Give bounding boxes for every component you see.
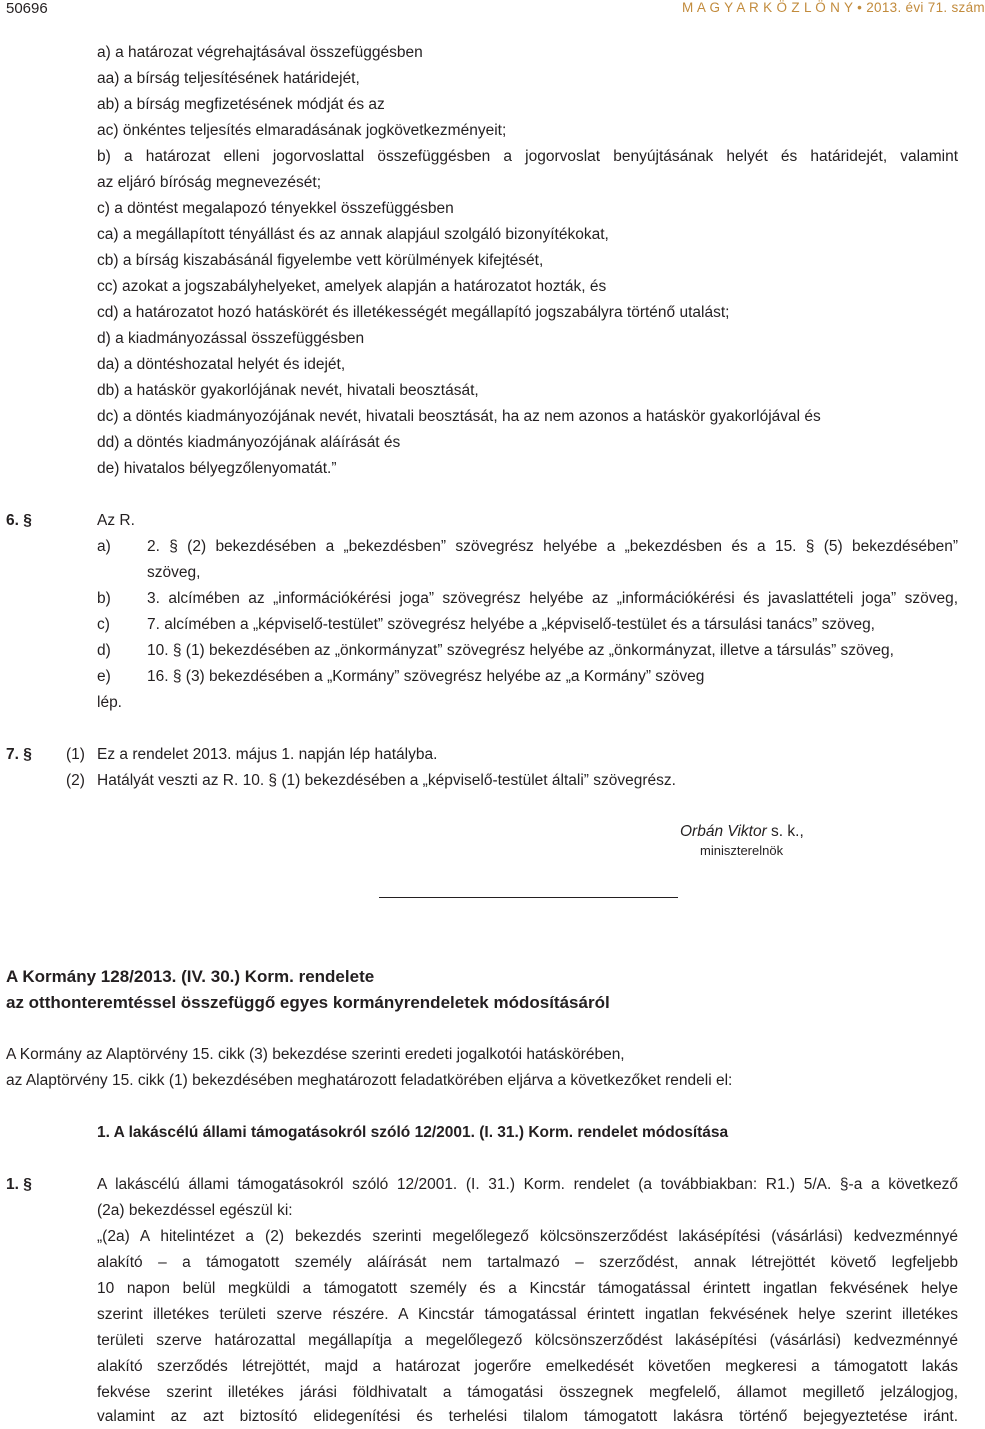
text-line: „(2a) A hitelintézet a (2) bekezdés szerinti megelőlegező kölcsönszerződést lakásépítési (vásárlási) kedvezménnyé [97, 1228, 958, 1245]
text-line: a) a határozat végrehajtásával összefüggésben [97, 44, 423, 61]
item-text: 3. alcímében az „információkérési joga” szövegrész helyébe az „információkérési és javaslattételi joga” szöveg, [147, 590, 958, 607]
text-line: da) a döntéshozatal helyét és idejét, [97, 356, 346, 373]
issue-number: 2013. évi 71. szám [866, 0, 985, 15]
signatory-suffix: s. k., [766, 823, 804, 840]
text-line: dc) a döntés kiadmányozójának nevét, hivatali beosztását, ha az nem azonos a hatáskör gyakorlójával és [97, 408, 821, 425]
text-line: cd) a határozatot hozó hatáskörét és illetékességét megállapító jogszabályra történő utalást; [97, 304, 730, 321]
section-outro: lép. [97, 694, 122, 711]
paragraph-label: (1) [66, 746, 85, 763]
section-number: 7. § [6, 746, 32, 763]
item-text: 2. § (2) bekezdésében a „bekezdésben” szövegrész helyébe a „bekezdésben és a 15. § (5) bekezdésében” [147, 538, 958, 555]
text-line: de) hivatalos bélyegzőlenyomatát.” [97, 460, 337, 477]
text-line: aa) a bírság teljesítésének határidejét, [97, 70, 360, 87]
signatory-title: miniszterelnök [700, 843, 784, 858]
item-text: 10. § (1) bekezdésében az „önkormányzat” szövegrész helyébe az „önkormányzat, illetve a társulás” szöveg, [147, 642, 894, 659]
section-number: 6. § [6, 512, 32, 529]
text-line: területi szerve határozattal megállapítja a megelőlegező kölcsönszerződést lakásépítési (vásárlási) kedvezménnyé [97, 1332, 958, 1349]
separator-rule [379, 897, 678, 898]
journal-title: M A G Y A R K Ö Z L Ö N Y [682, 0, 854, 15]
text-line: d) a kiadmányozással összefüggésben [97, 330, 365, 347]
text-line: alakító szerződés létrejöttét, majd a határozat jogerőre emelkedését követően megkeresi a támogatott lakás [97, 1358, 958, 1375]
text-line: cc) azokat a jogszabályhelyeket, amelyek alapján a határozatot hozták, és [97, 278, 607, 295]
chapter-heading: 1. A lakáscélú állami támogatásokról szóló 12/2001. (I. 31.) Korm. rendelet módosítása [97, 1124, 729, 1141]
decree-title: A Kormány 128/2013. (IV. 30.) Korm. rendelete [6, 967, 375, 986]
signature [680, 822, 804, 842]
preamble-line: A Kormány az Alaptörvény 15. cikk (3) bekezdése szerinti eredeti jogalkotói hatáskörében, [6, 1046, 625, 1063]
text-line: ac) önkéntes teljesítés elmaradásának jogkövetkezményeit; [97, 122, 507, 139]
text-line: az eljáró bíróság megnevezését; [97, 174, 322, 191]
text-line: szerint illetékes területi szerve részére. A Kincstár támogatással érintett ingatlan fekvésének helye szerint illetékes [97, 1306, 958, 1323]
text-line: db) a hatáskör gyakorlójának nevét, hivatali beosztását, [97, 382, 479, 399]
text-line: alakító – a támogatott személy aláírását nem tartalmazó – szerződést, annak létrejöttét követő legfeljebb [97, 1254, 958, 1271]
item-text: 7. alcímében a „képviselő-testület” szövegrész helyébe a „képviselő-testület és a társulási tanács” szöveg, [147, 616, 875, 633]
item-text-cont: szöveg, [147, 564, 201, 581]
text-line: c) a döntést megalapozó tényekkel összefüggésben [97, 200, 454, 217]
item-label: d) [97, 642, 111, 659]
page-number: 50696 [6, 0, 48, 17]
text-line: cb) a bírság kiszabásánál figyelembe vett körülmények kifejtését, [97, 252, 544, 269]
running-header [682, 0, 985, 15]
text-line: A lakáscélú állami támogatásokról szóló 12/2001. (I. 31.) Korm. rendelet (a továbbiakban: R1.) 5/A. §-a a következő [97, 1176, 958, 1193]
item-label: c) [97, 616, 110, 633]
text-line: ab) a bírság megfizetésének módját és az [97, 96, 385, 113]
item-label: b) [97, 590, 111, 607]
text-line: b) a határozat elleni jogorvoslattal összefüggésben a jogorvoslat benyújtásának helyét és határidejét, valamint [97, 148, 958, 165]
paragraph-text: Hatályát veszti az R. 10. § (1) bekezdésében a „képviselő-testület általi” szövegrész. [97, 772, 676, 789]
signatory-name: Orbán Viktor [680, 823, 767, 840]
item-text: 16. § (3) bekezdésében a „Kormány” szövegrész helyébe az „a Kormány” szöveg [147, 668, 705, 685]
preamble-line: az Alaptörvény 15. cikk (1) bekezdésében meghatározott feladatkörében eljárva a következőket rendeli el: [6, 1072, 733, 1089]
item-label: e) [97, 668, 111, 685]
paragraph-text: Ez a rendelet 2013. május 1. napján lép hatályba. [97, 746, 438, 763]
text-line: valamint az azt biztosító elidegenítési és terhelési tilalom támogatott lakásra történő bejegyeztetése iránt. [97, 1408, 958, 1425]
decree-subtitle: az otthonteremtéssel összefüggő egyes kormányrendeletek módosításáról [6, 993, 610, 1012]
text-line: (2a) bekezdéssel egészül ki: [97, 1202, 293, 1219]
text-line: 10 napon belül megküldi a támogatott személy és a Kincstár támogatással érintett ingatlan fekvésének helye [97, 1280, 958, 1297]
section-number: 1. § [6, 1176, 32, 1193]
item-label: a) [97, 538, 111, 555]
text-line: dd) a döntés kiadmányozójának aláírását és [97, 434, 401, 451]
paragraph-label: (2) [66, 772, 85, 789]
text-line: ca) a megállapított tényállást és az annak alapjául szolgáló bizonyítékokat, [97, 226, 609, 243]
header-bullet: • [857, 0, 867, 15]
text-line: fekvése szerint illetékes járási földhivatalt a támogatási összegnek megfelelő, államot megillető jelzálogjog, [97, 1384, 958, 1401]
section-intro: Az R. [97, 512, 135, 529]
